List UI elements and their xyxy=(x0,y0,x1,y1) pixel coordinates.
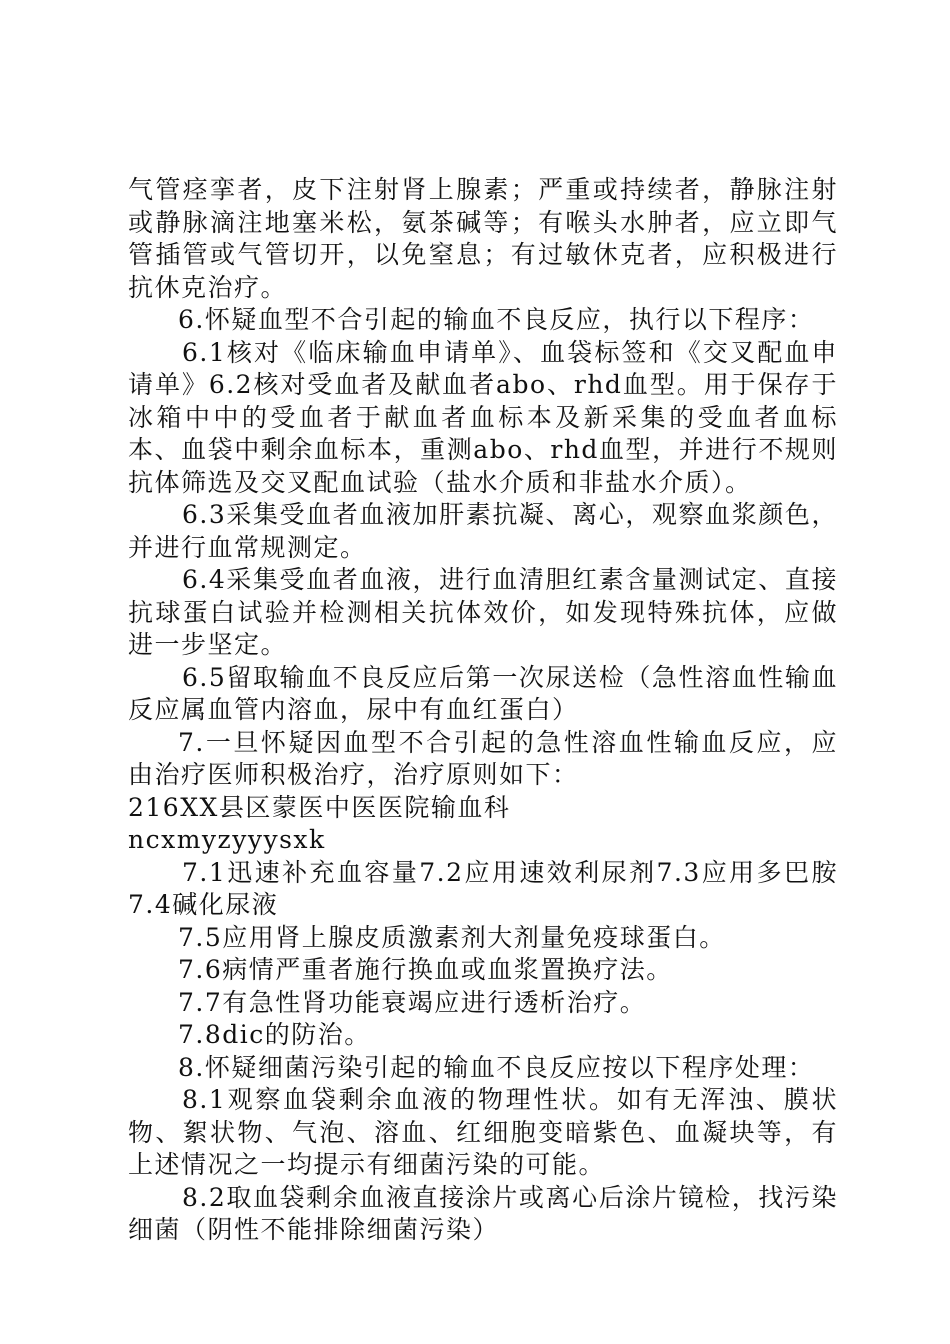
paragraph: 8.1观察血袋剩余血液的物理性状。如有无浑浊、膜状物、絮状物、气泡、溶血、红细胞变暗紫色、血凝块等，有上述情况之一均提示有细菌污染的可能。 xyxy=(128,1085,838,1179)
paragraph: 7.8dic的防治。 xyxy=(178,1020,371,1049)
paragraph-institution: 216XX县区蒙医中医医院输血科 xyxy=(128,792,511,822)
paragraph: 6.怀疑血型不合引起的输血不良反应，执行以下程序： xyxy=(178,305,815,334)
paragraph: 6.4采集受血者血液，进行血清胆红素含量测试定、直接抗球蛋白试验并检测相关抗体效价，如发现特殊抗体，应做进一步坚定。 xyxy=(128,565,838,659)
paragraph: 7.5应用肾上腺皮质激素剂大剂量免疫球蛋白。 xyxy=(178,922,726,952)
paragraph-code: ncxmyzyyysxk xyxy=(128,825,326,854)
paragraph: 7.6病情严重者施行换血或血浆置换疗法。 xyxy=(178,955,673,984)
paragraph: 6.3采集受血者血液加肝素抗凝、离心，观察血浆颜色，并进行血常规测定。 xyxy=(128,500,838,562)
paragraph: 气管痉挛者，皮下注射肾上腺素；严重或持续者，静脉注射或静脉滴注地塞米松，氨茶碱等；有喉头水肿者，应立即气管插管或气管切开，以免窒息；有过敏休克者，应积极进行抗休克治疗。 xyxy=(128,175,838,302)
document-body xyxy=(128,174,838,1247)
paragraph: 7.一旦怀疑因血型不合引起的急性溶血性输血反应，应由治疗医师积极治疗，治疗原则如下： xyxy=(128,727,838,789)
paragraph: 6.1核对《临床输血申请单》、血袋标签和《交叉配血申请单》6.2核对受血者及献血者abo、rhd血型。用于保存于冰箱中中的受血者于献血者血标本及新采集的受血者血标本、血袋中剩余血标本，重测abo、rhd血型，并进行不规则抗体筛选及交叉配血试验（盐水介质和非盐水介质）。 xyxy=(128,337,838,497)
paragraph: 7.7有急性肾功能衰竭应进行透析治疗。 xyxy=(178,987,647,1017)
paragraph: 7.1迅速补充血容量7.2应用速效利尿剂7.3应用多巴胺7.4碱化尿液 xyxy=(128,857,838,919)
paragraph: 8.2取血袋剩余血液直接涂片或离心后涂片镜检，找污染细菌（阴性不能排除细菌污染） xyxy=(128,1182,838,1244)
paragraph: 6.5留取输血不良反应后第一次尿送检（急性溶血性输血反应属血管内溶血，尿中有血红蛋白） xyxy=(128,662,838,724)
paragraph: 8.怀疑细菌污染引起的输血不良反应按以下程序处理： xyxy=(178,1052,815,1082)
